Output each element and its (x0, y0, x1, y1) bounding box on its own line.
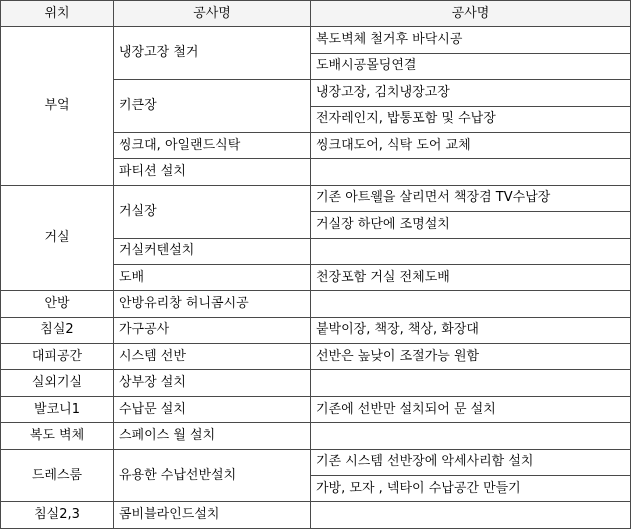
location-cell: 대피공간 (1, 344, 114, 370)
table-row (1, 344, 631, 370)
table-row (1, 423, 631, 449)
header-row (1, 1, 631, 27)
work-detail-cell: 복도벽체 철거후 바닥시공 (311, 27, 631, 53)
work-detail-cell: 씽크대도어, 식탁 도어 교체 (311, 132, 631, 158)
work-name-cell: 도배 (114, 264, 311, 290)
header-work-name: 공사명 (114, 1, 311, 27)
work-name-cell: 콤비블라인드설치 (114, 502, 311, 528)
work-name-cell: 가구공사 (114, 317, 311, 343)
header-work-detail: 공사명 (311, 1, 631, 27)
work-name-cell: 냉장고장 철거 (114, 27, 311, 80)
work-detail-cell: 붙박이장, 책장, 책상, 화장대 (311, 317, 631, 343)
location-cell: 침실2 (1, 317, 114, 343)
table-row (1, 27, 631, 53)
work-detail-cell: 거실장 하단에 조명설치 (311, 212, 631, 238)
location-cell: 드레스룸 (1, 449, 114, 502)
work-detail-cell (311, 159, 631, 185)
work-detail-cell: 가방, 모자 , 넥타이 수납공간 만들기 (311, 476, 631, 502)
work-name-cell: 키큰장 (114, 80, 311, 133)
work-name-cell: 시스템 선반 (114, 344, 311, 370)
table-row (1, 370, 631, 396)
header-location: 위치 (1, 1, 114, 27)
location-cell: 안방 (1, 291, 114, 317)
location-cell: 부엌 (1, 27, 114, 185)
work-detail-cell: 천장포함 거실 전체도배 (311, 264, 631, 290)
work-name-cell: 상부장 설치 (114, 370, 311, 396)
work-detail-cell: 선반은 높낮이 조절가능 원함 (311, 344, 631, 370)
work-detail-cell (311, 502, 631, 528)
work-detail-cell: 전자레인지, 밥통포함 및 수납장 (311, 106, 631, 132)
location-cell: 복도 벽체 (1, 423, 114, 449)
work-detail-cell (311, 291, 631, 317)
table-row (1, 449, 631, 475)
table-row (1, 185, 631, 211)
location-cell: 발코니1 (1, 396, 114, 422)
work-detail-cell: 도배시공몰딩연결 (311, 53, 631, 79)
location-cell: 거실 (1, 185, 114, 291)
work-name-cell: 거실커텐설치 (114, 238, 311, 264)
work-name-cell: 유용한 수납선반설치 (114, 449, 311, 502)
location-cell: 실외기실 (1, 370, 114, 396)
work-name-cell: 수납문 설치 (114, 396, 311, 422)
table-row (1, 502, 631, 528)
work-name-cell: 씽크대, 아일랜드식탁 (114, 132, 311, 158)
work-detail-cell (311, 423, 631, 449)
work-detail-cell (311, 370, 631, 396)
work-detail-cell: 기존 시스템 선반장에 악세사리함 설치 (311, 449, 631, 475)
work-name-cell: 안방유리창 허니콤시공 (114, 291, 311, 317)
work-name-cell: 스페이스 월 설치 (114, 423, 311, 449)
table-row (1, 291, 631, 317)
work-detail-cell: 기존 아트웰을 살리면서 책장겸 TV수납장 (311, 185, 631, 211)
work-name-cell: 거실장 (114, 185, 311, 238)
table-row (1, 317, 631, 343)
work-detail-cell (311, 238, 631, 264)
work-name-cell: 파티션 설치 (114, 159, 311, 185)
location-cell: 침실2,3 (1, 502, 114, 528)
table-row (1, 396, 631, 422)
work-detail-cell: 냉장고장, 김치냉장고장 (311, 80, 631, 106)
work-detail-cell: 기존에 선반만 설치되어 문 설치 (311, 396, 631, 422)
